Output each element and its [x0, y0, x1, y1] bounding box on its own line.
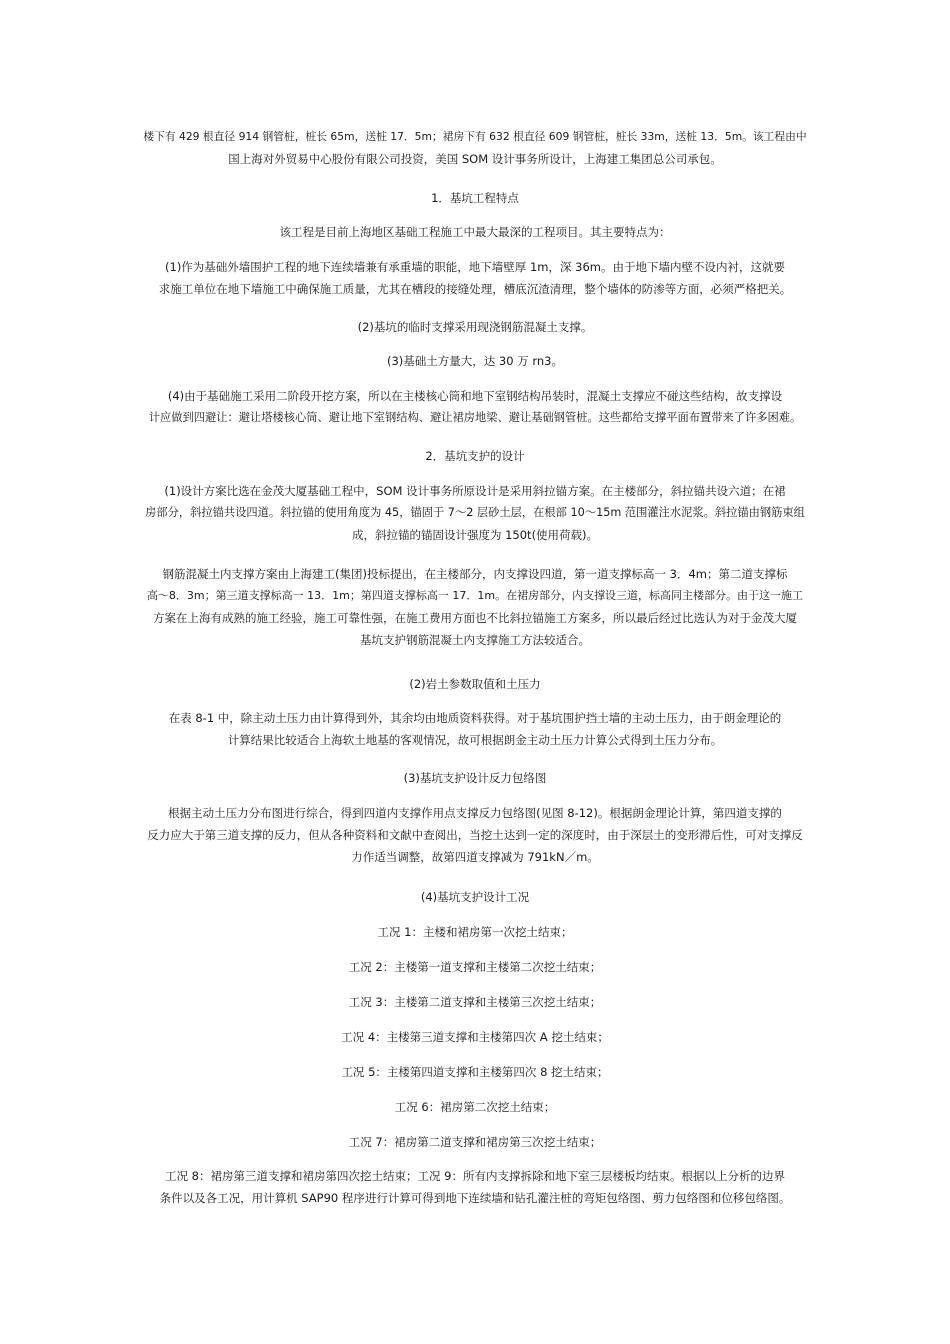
- heading-pit-support-design: [142, 445, 808, 467]
- text-line: 楼下有 429 根直径 914 钢管桩，桩长 65m，送桩 17．5m；裙房下有 632 根直径 609 钢管桩，桩长 33m，送桩 13．5m。该工程由中: [143, 130, 807, 143]
- text-line: (4)基坑支护设计工况: [420, 890, 530, 904]
- paragraph-internal-support: [142, 563, 808, 651]
- text-line: 1．基坑工程特点: [431, 191, 519, 205]
- paragraph-conditions-8-9: [142, 1165, 808, 1209]
- paragraph-feature-1: [142, 256, 808, 300]
- text-line: 根据主动土压力分布图进行综合，得到四道内支撑作用点支撑反力包络图(见图 8-12)。根据朗金理论计算，第四道支撑的: [168, 806, 782, 820]
- text-line: 房部分，斜拉锚共设四道。斜拉锚的使用角度为 45，锚固于 7～2 层砂土层，在根部 10～15m 范围灌注水泥浆。斜拉锚由钢筋束组: [145, 506, 805, 519]
- text-line: 工况 2：主楼第一道支撑和主楼第二次挖土结束；: [348, 960, 602, 974]
- text-line: 工况 8：裙房第三道支撑和裙房第四次挖土结束；工况 9：所有内支撑拆除和地下室三层楼板均结束。根据以上分析的边界: [165, 1169, 785, 1183]
- text-line: 国上海对外贸易中心股份有限公司投资，美国 SOM 设计事务所设计，上海建工集团总公司承包。: [228, 152, 722, 166]
- text-line: (3)基础土方量大，达 30 万 rn3。: [386, 354, 564, 368]
- text-line: 该工程是目前上海地区基础工程施工中最大最深的工程项目。其主要特点为：: [279, 225, 671, 239]
- text-line: 工况 1：主楼和裙房第一次挖土结束；: [377, 925, 573, 939]
- heading-pit-features: [142, 187, 808, 209]
- text-line: 计算结果比较适合上海软土地基的客观情况，故可根据朗金主动土压力计算公式得到土压力分布。: [227, 733, 723, 747]
- text-line: 力作适当调整，故第四道支撑减为 791kN／m。: [351, 850, 599, 864]
- heading-design-conditions: [142, 886, 808, 908]
- text-line: (2)基坑的临时支撑采用现浇钢筋混凝土支撑。: [357, 320, 593, 334]
- work-condition-4: [142, 1026, 808, 1048]
- text-line: 高～8．3m；第三道支撑标高一 13．1m；第四道支撑标高一 17．1m。在裙房部分，内支撑设三道，标高同主楼部分。由于这一施工: [146, 589, 804, 602]
- work-condition-2: [142, 956, 808, 978]
- text-line: 工况 4：主楼第三道支撑和主楼第四次 A 挖土结束；: [341, 1030, 609, 1044]
- text-line: (4)由于基础施工采用二阶段开挖方案，所以在主楼核心筒和地下室钢结构吊装时，混凝土支撑应不碰这些结构，故支撑设: [167, 389, 783, 403]
- work-condition-6: [142, 1096, 808, 1118]
- paragraph-foundation-piles: [142, 126, 808, 170]
- text-line: 工况 7：裙房第二道支撑和裙房第三次挖土结束；: [348, 1135, 602, 1149]
- paragraph-features-intro: [142, 221, 808, 243]
- text-line: 工况 6：裙房第二次挖土结束；: [394, 1100, 556, 1114]
- text-line: (2)岩土参数取值和土压力: [409, 677, 541, 691]
- text-line: 计应做到四避让：避让塔楼核心筒、避让地下室钢结构、避让裙房地梁、避让基础钢管桩。这些都给支撑平面布置带来了许多困难。: [148, 411, 802, 424]
- work-condition-1: [142, 921, 808, 943]
- text-line: 在表 8-1 中，除主动土压力由计算得到外，其余均由地质资料获得。对于基坑围护挡土墙的主动土压力，由于朗金理论的: [168, 711, 782, 725]
- paragraph-reaction-envelope: [142, 802, 808, 868]
- text-line: (3)基坑支护设计反力包络图: [403, 771, 547, 785]
- heading-reaction-envelope: [142, 767, 808, 789]
- text-line: (1)作为基础外墙围护工程的地下连续墙兼有承重墙的职能，地下墙壁厚 1m，深 36m。由于地下墙内壁不设内衬，这就要: [165, 260, 785, 274]
- paragraph-feature-2: [142, 316, 808, 338]
- work-condition-3: [142, 991, 808, 1013]
- text-line: 反力应大于第三道支撑的反力，但从各种资料和文献中查阅出，当挖土达到一定的深度时，由于深层土的变形滞后性，可对支撑反: [147, 828, 803, 842]
- paragraph-soil-pressure: [142, 707, 808, 751]
- heading-soil-parameters: [142, 673, 808, 695]
- text-line: 求施工单位在地下墙施工中确保施工质量，尤其在槽段的接缝处理，槽底沉渣清理，整个墙体的防渗等方面，必须严格把关。: [158, 282, 792, 296]
- work-condition-5: [142, 1061, 808, 1083]
- text-line: 基坑支护钢筋混凝土内支撑施工方法较适合。: [360, 633, 590, 647]
- text-line: 方案在上海有成熟的施工经验，施工可靠性强，在施工费用方面也不比斜拉锚施工方案多，所以最后经过比选认为对于金茂大厦: [153, 611, 797, 625]
- text-line: (1)设计方案比选在金茂大厦基础工程中，SOM 设计事务所原设计是采用斜拉锚方案。在主楼部分，斜拉锚共设六道；在裙: [164, 484, 786, 498]
- text-line: 条件以及各工况，用计算机 SAP90 程序进行计算可得到地下连续墙和钻孔灌注桩的弯矩包络图、剪力包络图和位移包络图。: [159, 1191, 791, 1205]
- paragraph-design-comparison: [142, 480, 808, 546]
- text-line: 2．基坑支护的设计: [425, 449, 525, 463]
- text-line: 成，斜拉锚的锚固设计强度为 150t(使用荷载)。: [351, 528, 599, 542]
- paragraph-feature-4: [142, 385, 808, 429]
- text-line: 钢筋混凝土内支撑方案由上海建工(集团)投标提出，在主楼部分，内支撑设四道，第一道支撑标高一 3．4m；第二道支撑标: [162, 567, 788, 581]
- text-line: 工况 3：主楼第二道支撑和主楼第三次挖土结束；: [348, 995, 602, 1009]
- text-line: 工况 5：主楼第四道支撑和主楼第四次 8 挖土结束；: [341, 1065, 609, 1079]
- work-condition-7: [142, 1131, 808, 1153]
- paragraph-feature-3: [142, 350, 808, 372]
